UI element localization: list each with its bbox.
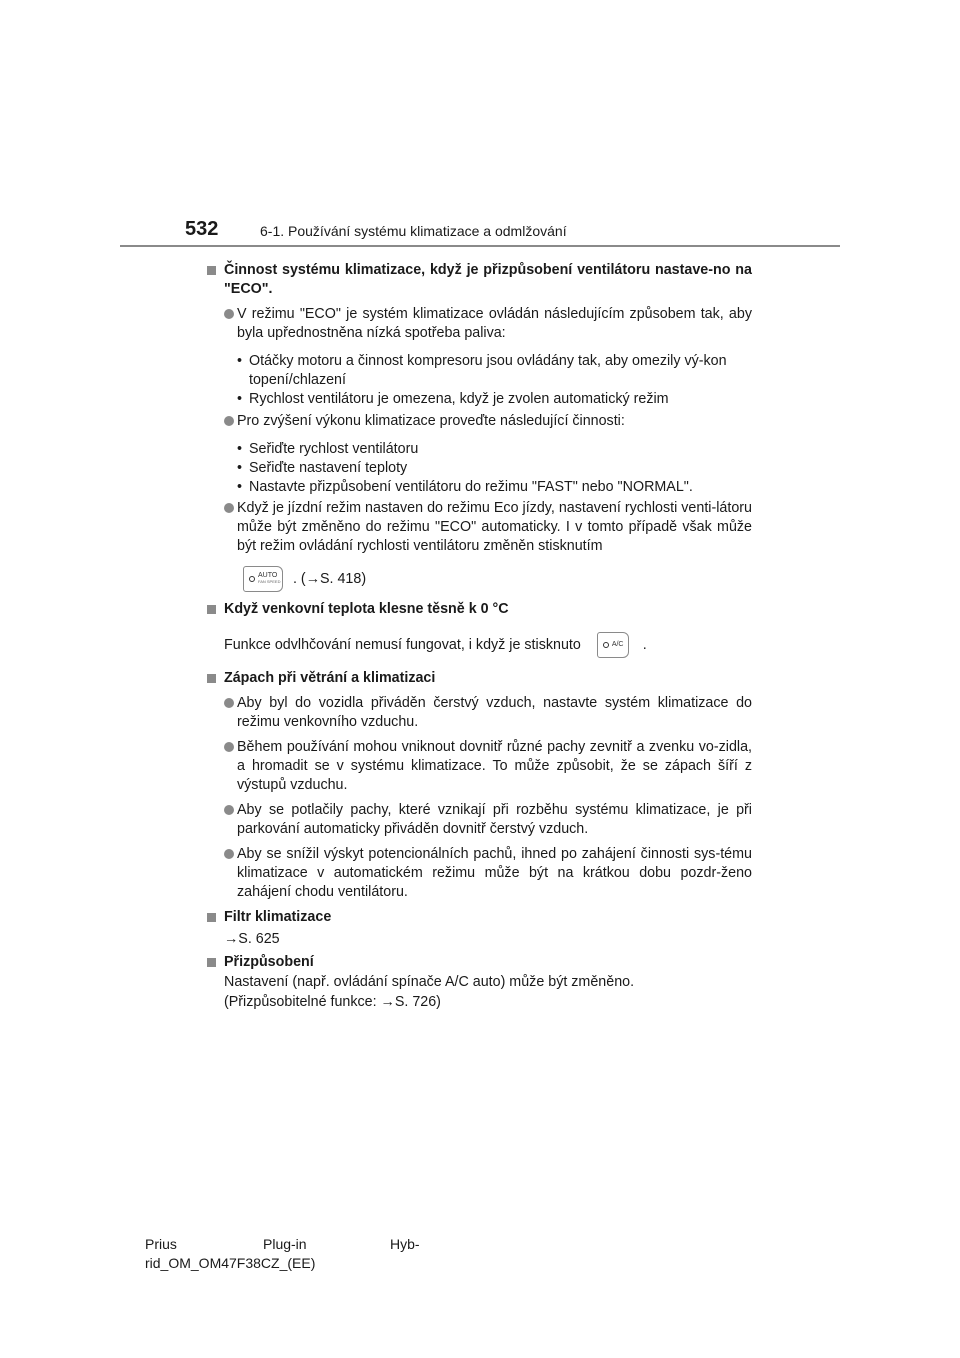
sub-item bbox=[207, 390, 752, 409]
sub-bullet-icon: • bbox=[237, 479, 243, 495]
bullet-icon bbox=[224, 742, 234, 752]
bullet-icon bbox=[224, 309, 234, 319]
bullet-text: Během používání mohou vniknout dovnitř různé pachy zevnitř a zvenku vo-zidla, a hromadit se v systému klimatizace. To může způsobit, že se zápach šíří z výstupů vzduchu. bbox=[237, 739, 752, 793]
section-cold-heading bbox=[207, 600, 752, 619]
bullet-icon bbox=[224, 698, 234, 708]
sub-item-text: Seřiďte rychlost ventilátoru bbox=[249, 441, 419, 457]
section-odor-title: Zápach při větrání a klimatizaci bbox=[224, 670, 436, 686]
page-content bbox=[207, 255, 752, 1012]
sub-item bbox=[207, 440, 752, 459]
paragraph: (Přizpůsobitelné funkce: →S. 726) bbox=[224, 994, 441, 1010]
section-filter-title: Filtr klimatizace bbox=[224, 909, 332, 925]
section-marker-icon bbox=[207, 958, 216, 967]
bullet-text: Aby se snížil výskyt potencionálních pachů, ihned po zahájení činnosti sys-tému klimatizace v automatickém režimu může být na krátkou dobu pozdr-ženo zahájení chodu ventilátoru. bbox=[237, 846, 752, 900]
footer-doc-code: rid_OM_OM47F38CZ_(EE) bbox=[145, 1255, 316, 1271]
bullet-text: Aby byl do vozidla přiváděn čerstvý vzduch, nastavte systém klimatizace do režimu venkovního vzduchu. bbox=[237, 695, 752, 730]
footer-word: Plug-in bbox=[263, 1236, 307, 1252]
bullet-icon bbox=[224, 805, 234, 815]
list-item bbox=[207, 412, 752, 431]
bullet-icon bbox=[224, 503, 234, 513]
sub-item bbox=[207, 352, 752, 390]
sub-bullet-icon: • bbox=[237, 391, 243, 407]
sub-item bbox=[207, 459, 752, 478]
indicator-light-icon bbox=[603, 642, 609, 648]
section-odor-heading bbox=[207, 669, 752, 688]
sub-bullet-icon: • bbox=[237, 353, 243, 369]
chapter-title: 6-1. Používání systému klimatizace a odmlžování bbox=[260, 223, 567, 239]
section-eco-title: Činnost systému klimatizace, když je přizpůsobení ventilátoru nastave-no na "ECO". bbox=[224, 262, 752, 297]
list-item bbox=[207, 845, 752, 902]
bullet-text: Když je jízdní režim nastaven do režimu Eco jízdy, nastavení rychlosti venti-látoru může být změněno do režimu "ECO" automaticky. I v tomto případě však může být režim ovládání rychlosti ventilátoru změněn stisknutím bbox=[237, 500, 752, 554]
list-item bbox=[207, 801, 752, 839]
section-eco-heading bbox=[207, 261, 752, 299]
sub-item-text: Nastavte přizpůsobení ventilátoru do režimu "FAST" nebo "NORMAL". bbox=[249, 479, 693, 495]
bullet-icon bbox=[224, 849, 234, 859]
sub-bullet-icon: • bbox=[237, 460, 243, 476]
bullet-text: Pro zvýšení výkonu klimatizace proveďte následující činnosti: bbox=[237, 413, 625, 429]
paragraph-text: Funkce odvlhčování nemusí fungovat, i když je stisknuto bbox=[224, 637, 581, 653]
paragraph: Nastavení (např. ovládání spínače A/C auto) může být změněno. bbox=[224, 974, 635, 990]
bullet-icon bbox=[224, 416, 234, 426]
section-custom-heading bbox=[207, 953, 752, 972]
indicator-light-icon bbox=[249, 576, 255, 582]
section-marker-icon bbox=[207, 674, 216, 683]
list-item bbox=[207, 738, 752, 795]
page-number: 532 bbox=[185, 218, 219, 240]
section-marker-icon bbox=[207, 913, 216, 922]
list-item bbox=[207, 305, 752, 343]
header-rule bbox=[120, 245, 840, 247]
sub-bullet-icon: • bbox=[237, 441, 243, 457]
auto-button-sublabel: FAN SPEED bbox=[258, 579, 281, 585]
footer-word: Prius bbox=[145, 1236, 177, 1252]
section-filter-heading bbox=[207, 908, 752, 927]
list-item bbox=[207, 499, 752, 556]
section-marker-icon bbox=[207, 605, 216, 614]
ac-button bbox=[597, 632, 629, 658]
footer-word: Hyb- bbox=[390, 1236, 420, 1252]
paragraph-end: . bbox=[642, 637, 647, 653]
bullet-text: Aby se potlačily pachy, které vznikají při rozběhu systému klimatizace, je při parkování automaticky přiváděn dovnitř čerstvý vzduch. bbox=[237, 802, 752, 837]
auto-fan-button bbox=[243, 566, 283, 592]
paragraph bbox=[207, 631, 752, 659]
ac-button-label: A/C bbox=[611, 641, 624, 649]
auto-button-row bbox=[207, 565, 752, 593]
bullet-text: V režimu "ECO" je systém klimatizace ovládán následujícím způsobem tak, aby byla upřednostněna nízká spotřeba paliva: bbox=[237, 306, 752, 341]
sub-item-text: Seřiďte nastavení teploty bbox=[249, 460, 408, 476]
page-reference: . (→S. 418) bbox=[292, 571, 367, 587]
page-reference: →S. 625 bbox=[224, 931, 280, 947]
sub-item bbox=[207, 478, 752, 497]
section-cold-title: Když venkovní teplota klesne těsně k 0 °C bbox=[224, 601, 509, 617]
list-item bbox=[207, 694, 752, 732]
section-custom-title: Přizpůsobení bbox=[224, 954, 314, 970]
section-marker-icon bbox=[207, 266, 216, 275]
sub-item-text: Otáčky motoru a činnost kompresoru jsou ovládány tak, aby omezily vý-kon topení/chlazení bbox=[249, 353, 727, 388]
auto-button-label: AUTO bbox=[258, 572, 278, 580]
sub-item-text: Rychlost ventilátoru je omezena, když je zvolen automatický režim bbox=[249, 391, 669, 407]
